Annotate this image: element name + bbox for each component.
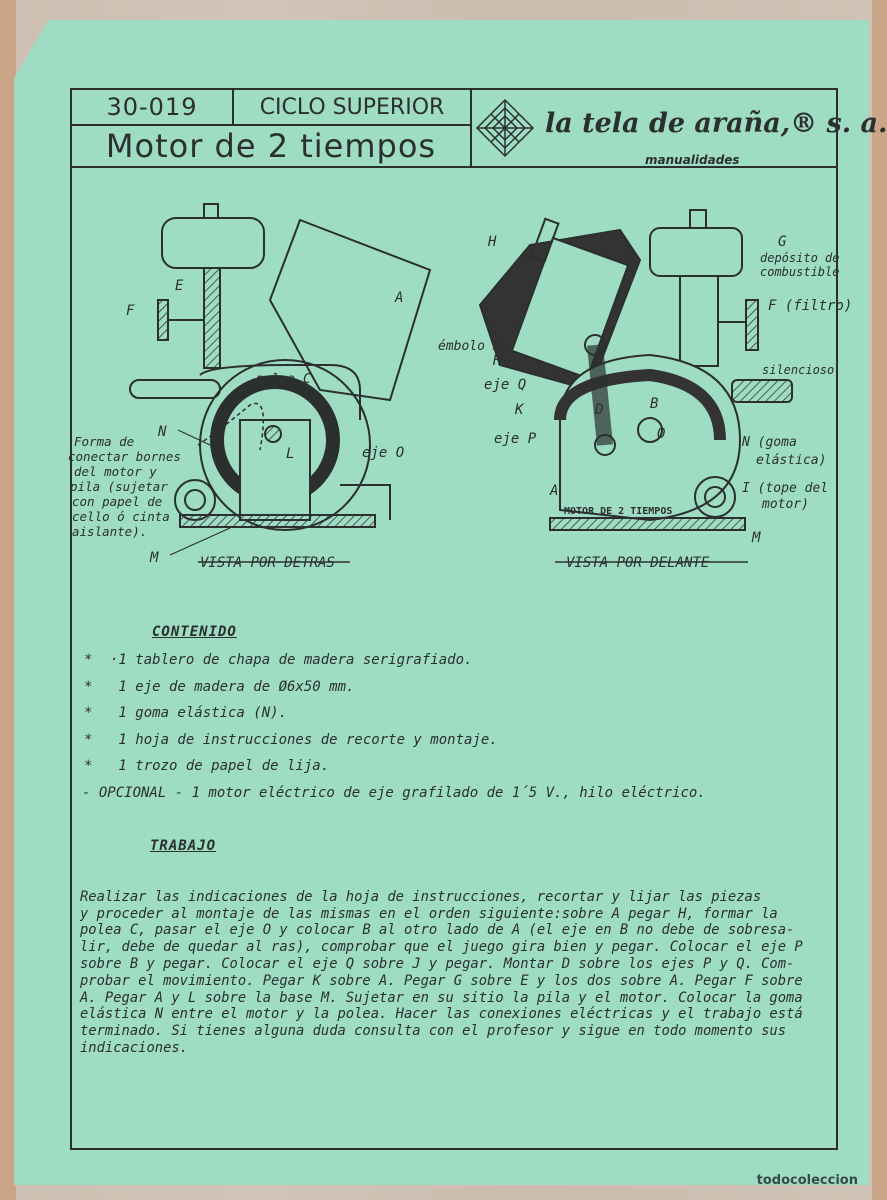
label-eje-o: eje O — [362, 445, 405, 461]
label-n-goma: N (goma — [742, 435, 797, 450]
label-k: K — [515, 402, 524, 418]
trabajo-heading: TRABAJO — [150, 838, 217, 854]
label-polea-c: polea C — [256, 372, 311, 387]
product-code: 30-019 — [72, 90, 234, 126]
label-o: O — [657, 426, 666, 442]
label-e: E — [175, 278, 184, 294]
label-eje-q: eje Q — [484, 377, 527, 393]
caption-front-view: VISTA POR DELANTE — [566, 555, 710, 571]
label-eje-p: eje P — [494, 431, 537, 447]
label-m-right: M — [752, 530, 761, 546]
paragraph-line: indicaciones. — [80, 1039, 188, 1056]
list-item: * 1 eje de madera de Ø6x50 mm. — [84, 678, 355, 695]
paragraph-line: A. Pegar A y L sobre la base M. Sujetar en su sitio la pila y el motor. Colocar la goma — [80, 989, 803, 1006]
cycle-label: CICLO SUPERIOR — [234, 90, 472, 126]
label-silencioso: silencioso — [762, 363, 835, 377]
list-item: * 1 hoja de instrucciones de recorte y montaje. — [84, 731, 498, 748]
trabajo-paragraph — [80, 872, 832, 1074]
label-n-left: N — [158, 424, 167, 440]
label-m-left: M — [150, 550, 159, 566]
spider-web-logo-icon — [474, 97, 536, 159]
list-item: * 1 goma elástica (N). — [84, 705, 288, 721]
list-item: * ·1 tablero de chapa de madera serigrafiado. — [84, 652, 473, 668]
label-l: L — [286, 446, 295, 462]
label-h-top: H — [488, 234, 497, 250]
engine-diagrams — [60, 190, 853, 590]
label-motor: motor) — [762, 497, 809, 512]
paragraph-line: sobre B y pegar. Colocar el eje Q sobre J y pegar. Montar D sobre los ejes P y Q. Com- — [80, 955, 795, 972]
label-i-tope: I (tope del — [742, 481, 829, 496]
label-deposito: depósito de — [760, 251, 840, 265]
paragraph-line: lir, debe de quedar al ras), comprobar que el juego gira bien y pegar. Colocar el eje P — [80, 939, 803, 956]
contenido-heading: CONTENIDO — [152, 624, 237, 640]
base-engraving: MOTOR DE 2 TIEMPOS — [564, 506, 673, 517]
label-a-right: A — [550, 483, 559, 499]
label-a-left: A — [395, 290, 404, 306]
label-embolo-j: émbolo J — [438, 339, 501, 354]
brand-name: la tela de araña,® s. a. — [545, 108, 887, 139]
wiring-note: Forma de conectar bornes del motor y pila (sujetar con papel de cello ó cinta aislante). — [68, 434, 181, 539]
list-item: * 1 trozo de papel de lija. — [84, 758, 330, 774]
label-h-mid: H — [493, 353, 502, 369]
label-f: F — [126, 303, 135, 319]
optional-item: - OPCIONAL - 1 motor eléctrico de eje grafilado de 1´5 V., hilo eléctrico. — [82, 784, 706, 801]
label-d: D — [595, 402, 604, 418]
contents-list — [84, 652, 706, 811]
paragraph-line: polea C, pasar el eje O y colocar B al otro lado de A (el eje en B no debe de sobresa- — [80, 922, 795, 939]
brand-subtitle: manualidades — [645, 153, 740, 167]
label-elastica: elástica) — [756, 453, 827, 468]
sheet-title: Motor de 2 tiempos — [72, 126, 472, 166]
paragraph-line: Realizar las indicaciones de la hoja de instrucciones, recortar y lijar las piezas — [80, 888, 762, 905]
paragraph-line: elástica N entre el motor y la polea. Hacer las conexiones eléctricas y el trabajo está — [80, 1006, 803, 1023]
label-f-filtro: F (filtro) — [768, 298, 853, 314]
label-combustible: combustible — [760, 265, 840, 279]
paragraph-line: terminado. Si tienes alguna duda consulta con el profesor y sigue en todo momento sus — [80, 1023, 787, 1040]
paragraph-line: y proceder al montaje de las mismas en el orden siguiente:sobre A pegar H, formar la — [80, 905, 778, 922]
label-g: G — [778, 234, 787, 250]
label-b: B — [650, 396, 659, 412]
caption-rear-view: VISTA POR DETRAS — [200, 555, 335, 571]
paragraph-line: probar el movimiento. Pegar K sobre A. Pegar G sobre E y los dos sobre A. Pegar F sobre — [80, 972, 803, 989]
watermark: todocoleccion — [756, 1173, 858, 1188]
